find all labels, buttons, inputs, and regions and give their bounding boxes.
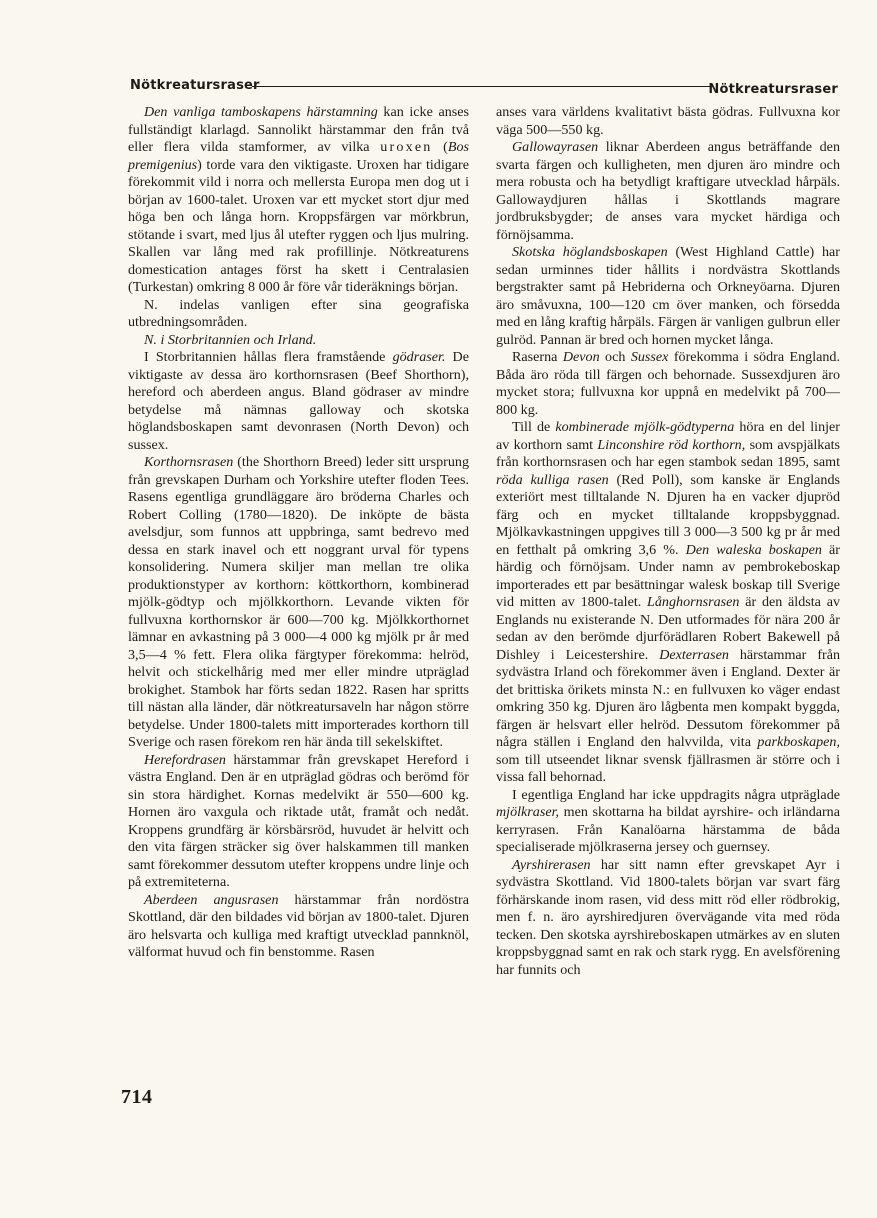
paragraph-korthorn [128, 454, 469, 752]
italic-term: Linconshire röd korthorn, [597, 436, 746, 453]
paragraph-continued: anses vara världens kvalitativt bästa gödras. Fullvuxna kor väga 500—550 kg. [496, 104, 840, 138]
header-left-title: Nötkreatursraser [130, 78, 260, 93]
text: (the Shorthorn Breed) leder sitt ursprung från grevskapen Durham och Yorkshire utefter floden Tees. Rasens egentliga grundläggare äro bröderna Charles och Robert Colling (1780—1820). De inköpte de bästa avelsdjur, som funnos att uppbringa, samt bedrevo med dessa en stark inavel och ett noggrant urval för typens konsolidering. Numera skiljer man mellan tre olika produktionstyper av korthorn: köttkorthorn, kombinerad mjölk-gödtyp och mjölkkorthorn. Levande vikten för fullvuxna korthornskor är 600—700 kg. Mjölkkorthornet lämnar en avkastning på 3 000—4 000 kg mjölk pr år med 3,5—4 % fett. Flera olika färgtyper förekomma: helröd, helvit och stickelhårig med mer eller mindre utpräglad brokighet. Stambok har förts sedan 1822. Rasen har spritts till nästan alla länder, där nötkreatursaveln har någon större betydelse. Under 1800-talets mitt importerades korthorn till Sverige och rasen förekom ren här ända till sekelskiftet. [128, 454, 469, 750]
paragraph-gödraser [128, 349, 469, 454]
text: härstammar från nordöstra Skottland, där den bildades vid början av 1800-talet. Djuren äro helsvarta och kulliga med kraftigt utvecklad pannknöl, välformat huvud och fin benstomme. Rasen [128, 891, 470, 960]
header-rule [252, 86, 710, 87]
italic-term: Devon [562, 349, 600, 365]
paragraph-aberdeen [128, 892, 469, 962]
italic-term: gödraser. [392, 349, 446, 365]
italic-term: kombinerade mjölk-gödtyperna [555, 419, 735, 435]
text: härstammar från grevskapet Hereford i västra England. Den är en utpräglad gödras och berömd för sin stora härdighet. Kornas medelvikt är 550—600 kg. Hornen äro vaxgula och riktade utåt, framåt och nedåt. Kroppens grundfärg är körsbärsröd, huvudet är helvitt och den vita färgen sträcker sig över halskammen till manken samt förekommer dessutom utefter kroppens undre linje och på extremiteterna. [128, 751, 469, 890]
latin-name: Bos premigenius [128, 139, 470, 173]
text: ( [432, 139, 448, 155]
text: har sitt namn efter grevskapet Ayr i sydvästra Skottland. Vid 1800-talets början var svart färg förhärskande inom rasen, vid dess mitt röd eller rödbrokig, men f. n. äro ayrshiredjuren övervägande vita med röda tecken. Den skotska ayrshireboskapen utmärkes av en sluten kroppsbyggnad samt en rak och stark rygg. En avelsförening har funnits och [496, 856, 840, 978]
paragraph-highland [496, 244, 840, 349]
text: Till de [512, 419, 556, 435]
text: som avspjälkats från korthornsrasen och har egen stambok sedan 1895, samt [496, 436, 841, 470]
italic-term: Den vanliga tamboskapens härstamning [144, 104, 378, 120]
paragraph-milk-breeds [496, 787, 840, 857]
paragraph-origin [128, 104, 469, 297]
italic-term: Långhornsrasen [647, 594, 740, 610]
italic-term: Gallowayrasen [512, 139, 599, 155]
right-column [496, 104, 840, 979]
text: I egentliga England har icke uppdragits några utpräglade [512, 786, 840, 803]
section-heading [128, 332, 469, 350]
italic-term: Aberdeen angusrasen [144, 891, 279, 908]
text: (Red Poll), som kanske är Englands exteriört mest tilltalande N. Djuren ha en vacker djupröd färg och en mycket tilltalande kroppsbyggnad. Mjölkavkastningen uppgives till 3 000—3 500 kg pr år med en fetthalt på omkring 3,6 %. [496, 471, 840, 558]
italic-term: mjölkraser, [496, 804, 560, 820]
italic-term: Sussex [630, 349, 669, 365]
text: (West Highland Cattle) har sedan urminnes tider hållits i nordvästra Skottlands bergstrakter samt på Hebriderna och Orkneyöarna. Djuren äro småvuxna, 100—120 cm över manken, och försedda med en lång kraftig hårpäls. Färgen är vanligen gulbrun eller gulröd. Pannan är bred och hornen mycket långa. [496, 244, 840, 348]
italic-term: Korthornsrasen [144, 454, 234, 470]
italic-term: Dexterrasen [659, 646, 729, 663]
spaced-term: uroxen [380, 139, 433, 155]
heading-text: N. i Storbritannien och Irland. [144, 331, 317, 348]
italic-term: Ayrshirerasen [512, 856, 591, 873]
text: men skottarna ha bildat ayrshire- och irländarna kerryrasen. Från Kanalöarna härstamma de båda specialiserade mjölkraserna jersey och guernsey. [496, 804, 840, 855]
running-header [130, 75, 838, 99]
text: De viktigaste av dessa äro korthornsrasen (Beef Shorthorn), hereford och aberdeen angus. Bland gödraser av mindre betydelse må nämnas galloway och skotska höglandsboskapen samt devonrasen (North Devon) och sussex. [128, 349, 469, 453]
text: Raserna [512, 349, 563, 365]
text: är härdig och förnöjsam. Under namn av pembrokeboskap importerades ett par besättningar walesk boskap till Sverige vid mitten av 1800-talet. [496, 541, 840, 610]
paragraph-combined-types [496, 419, 840, 787]
italic-term: parkboskapen, [757, 734, 840, 750]
text: liknar Aberdeen angus beträffande den svarta färgen och kulligheten, men djuren äro mindre och mera robusta och ha betydligt kraftigare utvecklad hårpäls. Gallowaydjuren hållas i Skottlands magrare jordbruksbygder; de anses vara mycket härdiga och förnöjsamma. [496, 139, 840, 243]
paragraph-division: N. indelas vanligen efter sina geografiska utbredningsområden. [128, 296, 469, 330]
text: förekomma i södra England. Båda äro röda till färgen och behornade. Sussexdjuren äro mycket stora; fullvuxna kor uppnå en medelvikt på 700—800 kg. [496, 349, 840, 418]
text: är den äldsta av Englands nu existerande N. Den utformades för nära 200 år sedan av den berömde djurförädlaren Robert Bakewell på Dishley i Leicestershire. [496, 594, 840, 663]
header-right-title: Nötkreatursraser [708, 82, 838, 97]
paragraph-ayrshire [496, 857, 840, 980]
text: höra en del linjer av korthorn samt [496, 419, 840, 453]
italic-term: Skotska höglandsboskapen [512, 244, 668, 260]
paragraph-hereford [128, 752, 469, 892]
left-column [128, 104, 469, 962]
text: härstammar från sydvästra Irland och förekommer även i England. Dexter är det brittiska örikets minsta N.: en fullvuxen ko väger endast omkring 350 kg. Djuren äro lågbenta men kompakt byggda, färgen är helsvart eller helröd. Dessutom förekommer på några ställen i England den halvvilda, vita [496, 646, 841, 750]
text: I Storbritannien hållas flera framstående [144, 349, 393, 365]
text: kan icke anses fullständigt klarlagd. Sannolikt härstammar den från två eller flera vilda stamformer, av vilka [128, 104, 469, 155]
text: som till utseendet liknar svensk fjällrasmen är större och i vissa fall behornad. [496, 751, 840, 785]
page-number: 714 [121, 1086, 153, 1108]
paragraph-galloway [496, 139, 840, 244]
italic-term: röda kulliga rasen [496, 471, 609, 488]
italic-term: Herefordrasen [144, 751, 226, 768]
paragraph-devon-sussex [496, 349, 840, 419]
text: ) torde vara den viktigaste. Uroxen har tidigare förekommit vild i norra och mellersta Europa men dog ut i början av 1600-talet. Uroxen var ett mycket stort djur med höga ben och långa horn. Kroppsfärgen var mörkbrun, stötande i svart, med ljus ål utefter ryggen och ljus mulring. Skallen var lång med rak profillinje. Nötkreaturens domestication antages först ha skett i Centralasien (Turkestan) omkring 8 000 år före vår tideräknings början. [128, 156, 469, 295]
italic-term: Den waleska boskapen [685, 541, 822, 558]
text: och [599, 349, 631, 365]
